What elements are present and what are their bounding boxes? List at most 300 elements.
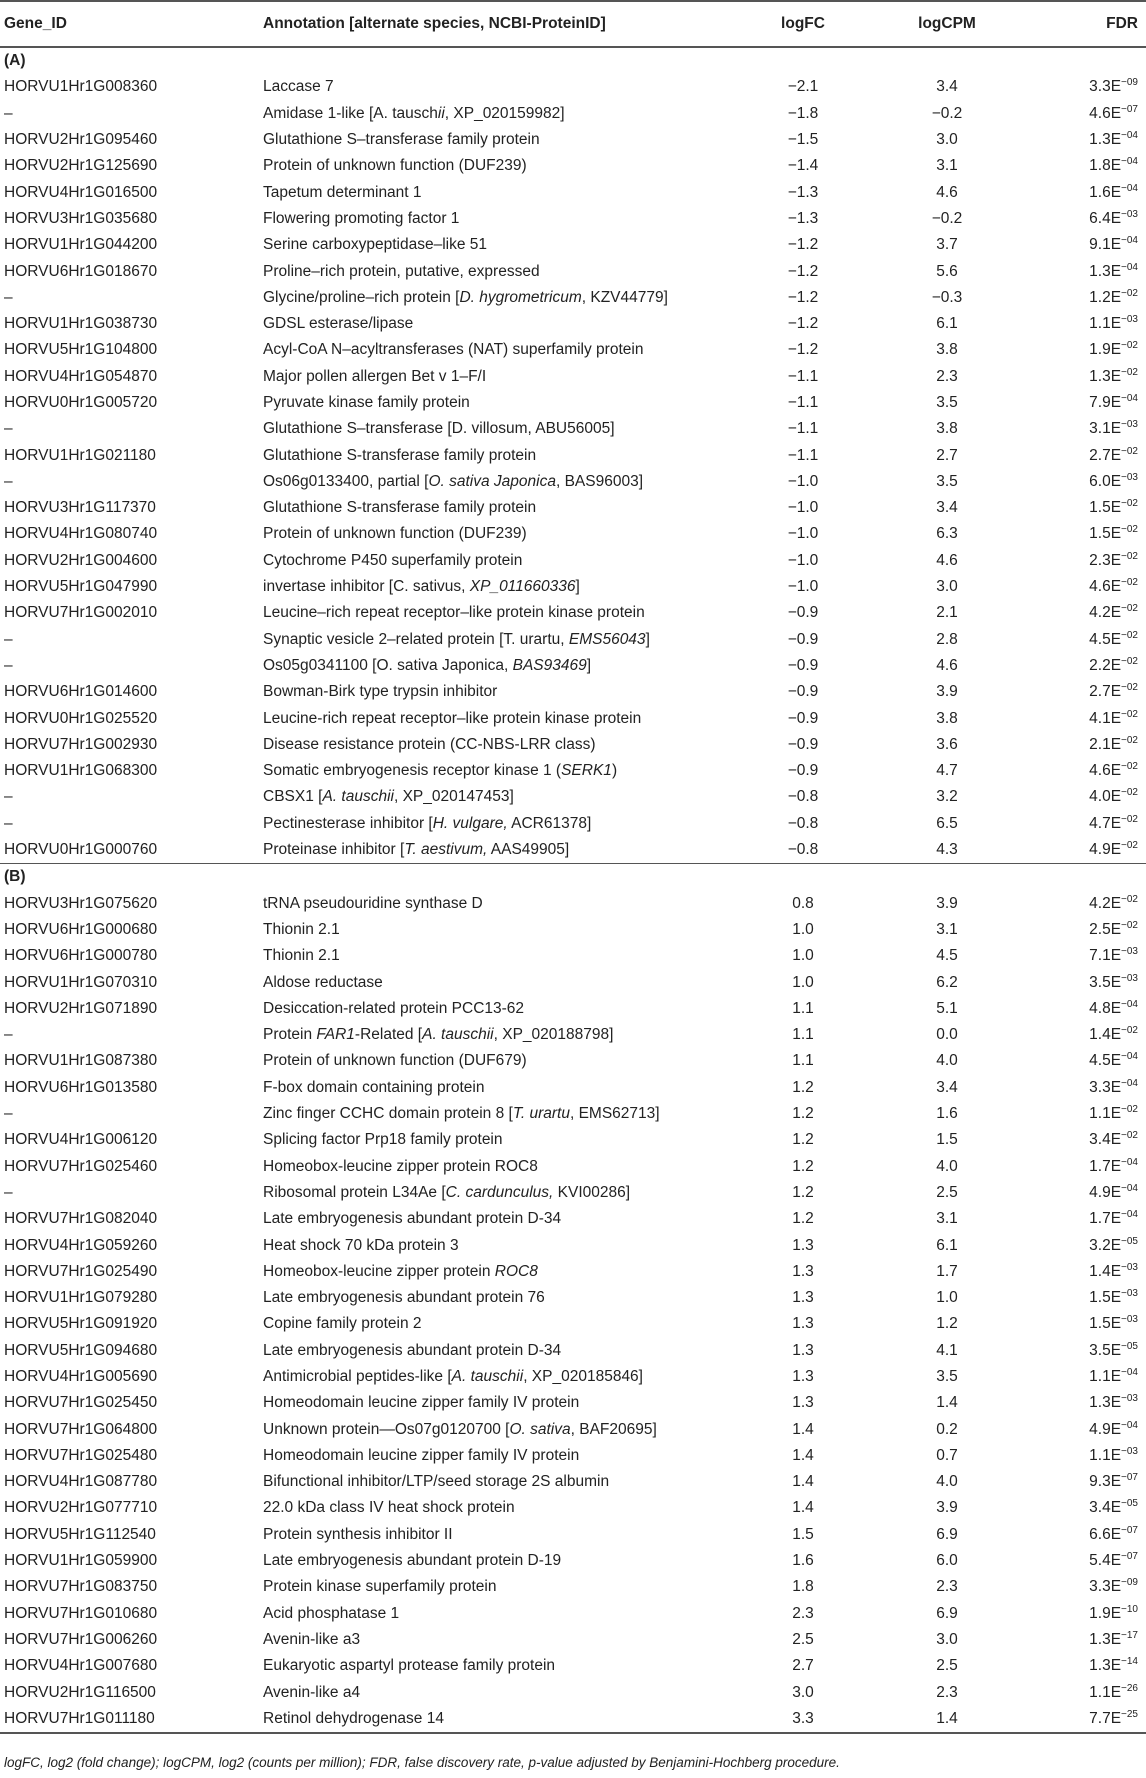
table-row [0,1574,1146,1600]
annotation-cell [263,1048,733,1074]
fdr-mantissa: 3.4E [1089,1499,1122,1517]
annotation-cell [263,285,733,311]
fdr-exponent: −07 [1121,1472,1138,1484]
logcpm-cell: 4.5 [936,947,958,965]
table-row [0,1153,1146,1179]
fdr-exponent: −04 [1121,1209,1138,1221]
annotation-cell [263,548,733,574]
fdr-cell [1021,1153,1146,1179]
logfc-cell: 1.3 [792,1394,814,1412]
fdr-cell [1021,179,1146,205]
logfc-cell: −1.3 [787,209,819,227]
logfc-cell: 1.2 [792,1078,814,1096]
fdr-cell [1021,442,1146,468]
annotation-italic-part: ii [437,104,445,122]
table-row [0,1338,1146,1364]
logfc-cell: −0.9 [787,735,819,753]
fdr-cell [1021,1522,1146,1548]
annotation-cell [263,1706,733,1733]
fdr-mantissa: 1.1E [1089,1105,1122,1123]
logcpm-cell: 3.8 [936,420,958,438]
logfc-cell: −1.2 [787,262,819,280]
logfc-cell: −1.0 [787,578,819,596]
table-row [0,337,1146,363]
annotation-part: Ribosomal protein L34Ae [ [263,1183,446,1201]
logfc-cell: −1.4 [787,157,819,175]
annotation-part: KVI00286] [553,1183,631,1201]
table-row [0,548,1146,574]
fdr-mantissa: 2.7E [1089,683,1122,701]
annotation-part: Glutathione S-transferase family protein [263,499,537,517]
fdr-mantissa: 7.1E [1089,947,1122,965]
annotation-part: Proteinase inhibitor [ [263,841,405,859]
table-row [0,679,1146,705]
annotation-part: Glutathione S–transferase family protein [263,131,540,149]
logfc-cell: −0.9 [787,656,819,674]
table-row [0,1285,1146,1311]
annotation-part: Acyl-CoA N–acyltransferases (NAT) superfamily protein [263,341,644,359]
annotation-part: Synaptic vesicle 2–related protein [T. urartu, [263,630,569,648]
logfc-cell: 1.2 [792,1105,814,1123]
fdr-cell [1021,1574,1146,1600]
logfc-cell: −1.0 [787,499,819,517]
table-row [0,495,1146,521]
logcpm-cell: 6.9 [936,1604,958,1622]
fdr-mantissa: 3.3E [1089,1578,1122,1596]
logfc-cell: 1.3 [792,1367,814,1385]
annotation-part: Avenin-like a3 [263,1630,361,1648]
logfc-cell: −1.1 [787,367,819,385]
logcpm-cell: 3.0 [936,578,958,596]
fdr-mantissa: 2.3E [1089,551,1122,569]
annotation-cell [263,1153,733,1179]
fdr-mantissa: 2.2E [1089,656,1122,674]
fdr-cell [1021,153,1146,179]
table-row [0,1364,1146,1390]
fdr-cell [1021,1206,1146,1232]
fdr-mantissa: 1.5E [1089,1289,1122,1307]
fdr-mantissa: 1.3E [1089,1657,1122,1675]
logfc-cell: −1.2 [787,288,819,306]
fdr-exponent: −03 [1121,208,1138,220]
gene-id-cell: HORVU7Hr1G011180 [0,1706,263,1733]
fdr-mantissa: 1.9E [1089,1604,1122,1622]
logfc-cell: 1.0 [792,973,814,991]
fdr-cell [1021,1627,1146,1653]
fdr-mantissa: 1.3E [1089,1394,1122,1412]
gene-id-cell: HORVU3Hr1G075620 [4,894,158,912]
logfc-cell: −0.8 [787,814,819,832]
fdr-cell [1021,679,1146,705]
annotation-part: Late embryogenesis abundant protein 76 [263,1289,545,1307]
annotation-cell [263,127,733,153]
fdr-exponent: −04 [1121,1182,1138,1194]
fdr-exponent: −04 [1121,1077,1138,1089]
annotation-cell [263,1127,733,1153]
fdr-cell [1021,917,1146,943]
fdr-exponent: −02 [1121,655,1138,667]
logcpm-cell: 3.6 [936,735,958,753]
fdr-exponent: −04 [1121,1419,1138,1431]
logcpm-cell: 3.8 [936,709,958,727]
logcpm-cell: 2.1 [936,604,958,622]
logcpm-cell: 4.0 [936,1473,958,1491]
annotation-cell [263,943,733,969]
annotation-cell [263,206,733,232]
fdr-cell [1021,1548,1146,1574]
fdr-cell [1021,574,1146,600]
logfc-cell: 1.8 [792,1578,814,1596]
annotation-cell [263,1259,733,1285]
fdr-mantissa: 2.5E [1089,920,1122,938]
table-row [0,1127,1146,1153]
annotation-part: Major pollen allergen Bet v 1–F/I [263,367,487,385]
annotation-part: ] [586,656,592,674]
fdr-cell [1021,390,1146,416]
annotation-part: Proline–rich protein, putative, expressed [263,262,540,280]
gene-id-cell: HORVU1Hr1G079280 [4,1289,158,1307]
fdr-exponent: −09 [1121,1577,1138,1589]
gene-id-cell: HORVU1Hr1G038730 [4,315,158,333]
fdr-exponent: −09 [1121,77,1138,89]
table-row [0,811,1146,837]
logcpm-cell: 3.7 [936,236,958,254]
table-row [0,600,1146,626]
logcpm-cell: 3.4 [936,499,958,517]
fdr-cell [1021,495,1146,521]
fdr-exponent: −02 [1121,682,1138,694]
logfc-cell: 1.3 [792,1289,814,1307]
logcpm-cell: 5.6 [936,262,958,280]
fdr-exponent: −04 [1121,1366,1138,1378]
header-row [0,1,1146,47]
fdr-mantissa: 2.7E [1089,446,1122,464]
fdr-cell [1021,1311,1146,1337]
annotation-part: Leucine-rich repeat receptor–like protein kinase protein [263,709,642,727]
table-body [0,47,1146,1733]
annotation-cell [263,574,733,600]
annotation-italic-part: T. aestivum, [404,841,488,859]
fdr-mantissa: 1.5E [1089,499,1122,517]
annotation-part: ACR61378] [507,814,592,832]
annotation-part: Tapetum determinant 1 [263,183,422,201]
fdr-cell [1021,1469,1146,1495]
fdr-mantissa: 1.9E [1089,341,1122,359]
table-row [0,390,1146,416]
annotation-cell [263,1548,733,1574]
annotation-part: Protein [263,1026,317,1044]
gene-id-cell: HORVU5Hr1G091920 [4,1315,158,1333]
annotation-part: Copine family protein 2 [263,1315,422,1333]
gene-id-cell: HORVU5Hr1G104800 [4,341,158,359]
annotation-cell [263,1522,733,1548]
annotation-cell [263,758,733,784]
annotation-part: Protein of unknown function (DUF679) [263,1052,527,1070]
logfc-cell: 3.0 [792,1683,814,1701]
logcpm-cell: 1.6 [936,1105,958,1123]
annotation-part: Avenin-like a4 [263,1683,361,1701]
fdr-mantissa: 9.3E [1089,1473,1122,1491]
logcpm-cell: 6.0 [936,1552,958,1570]
annotation-cell [263,337,733,363]
gene-id-cell: HORVU7Hr1G083750 [4,1578,158,1596]
fdr-exponent: −14 [1121,1656,1138,1668]
logcpm-cell: 2.3 [936,367,958,385]
table-row [0,784,1146,810]
annotation-italic-part: O. sativa Japonica [428,472,556,490]
annotation-part: , XP_020188798] [493,1026,614,1044]
fdr-cell [1021,1601,1146,1627]
fdr-exponent: −03 [1121,419,1138,431]
gene-id-cell: HORVU6Hr1G018670 [4,262,158,280]
logfc-cell: 1.6 [792,1552,814,1570]
logcpm-cell: 3.0 [936,131,958,149]
header-gene-id: Gene_ID [0,1,263,47]
table-row [0,1443,1146,1469]
fdr-mantissa: 4.7E [1089,814,1122,832]
annotation-cell [263,74,733,100]
annotation-part: invertase inhibitor [C. sativus, [263,578,470,596]
annotation-part: Late embryogenesis abundant protein D-34 [263,1210,562,1228]
fdr-cell [1021,1259,1146,1285]
annotation-part: , XP_020185846] [523,1367,643,1385]
logfc-cell: 2.5 [792,1630,814,1648]
annotation-italic-part: T. urartu [512,1105,570,1123]
fdr-cell [1021,600,1146,626]
logcpm-cell: −0.3 [931,288,963,306]
fdr-cell [1021,1180,1146,1206]
gene-id-cell: HORVU0Hr1G025520 [4,709,158,727]
annotation-cell [263,996,733,1022]
logfc-cell: 2.7 [792,1657,814,1675]
gene-id-cell: – [4,656,13,674]
logcpm-cell: 4.1 [936,1341,958,1359]
logfc-cell: 1.2 [792,1183,814,1201]
logfc-cell: 1.2 [792,1210,814,1228]
annotation-cell [263,258,733,284]
annotation-italic-part: ROC8 [494,1262,538,1280]
logcpm-cell: 2.7 [936,446,958,464]
table-row [0,1311,1146,1337]
gene-id-cell: HORVU1Hr1G068300 [4,762,158,780]
fdr-exponent: −02 [1121,919,1138,931]
annotation-part: Homeobox-leucine zipper protein ROC8 [263,1157,538,1175]
fdr-exponent: −02 [1121,550,1138,562]
table-row [0,996,1146,1022]
gene-id-cell: HORVU4Hr1G005690 [4,1367,158,1385]
fdr-exponent: −04 [1121,1051,1138,1063]
table-row [0,1469,1146,1495]
annotation-cell [263,1679,733,1705]
gene-id-cell: HORVU4Hr1G087780 [4,1473,158,1491]
fdr-cell [1021,285,1146,311]
annotation-part: AAS49905] [487,841,570,859]
fdr-mantissa: 4.6E [1089,762,1122,780]
annotation-italic-part: XP_011660336 [469,578,576,596]
annotation-cell [263,1364,733,1390]
annotation-part: Bifunctional inhibitor/LTP/seed storage 2S albumin [263,1473,610,1491]
gene-id-cell: HORVU4Hr1G054870 [4,367,158,385]
logcpm-cell: 3.5 [936,1367,958,1385]
table-row [0,758,1146,784]
table-row [0,574,1146,600]
annotation-part: Laccase 7 [263,78,334,96]
annotation-part: F-box domain containing protein [263,1078,485,1096]
annotation-italic-part: C. cardunculus, [445,1183,554,1201]
fdr-exponent: −02 [1121,340,1138,352]
annotation-part: Late embryogenesis abundant protein D-19 [263,1552,562,1570]
fdr-mantissa: 3.2E [1089,1236,1122,1254]
fdr-cell [1021,1706,1146,1733]
table-row [0,127,1146,153]
annotation-cell [263,1022,733,1048]
table-row [0,1022,1146,1048]
table-row [0,442,1146,468]
fdr-cell [1021,206,1146,232]
logfc-cell: 1.4 [792,1446,814,1464]
annotation-part: , XP_020159982] [444,104,565,122]
gene-id-cell: HORVU4Hr1G007680 [4,1657,158,1675]
fdr-exponent: −07 [1121,1524,1138,1536]
table-row [0,1522,1146,1548]
logfc-cell: −0.9 [787,762,819,780]
logfc-cell: −1.3 [787,183,819,201]
logcpm-cell: −0.2 [931,209,963,227]
logfc-cell: 3.3 [733,1706,873,1733]
fdr-exponent: −02 [1121,893,1138,905]
annotation-part: Heat shock 70 kDa protein 3 [263,1236,459,1254]
gene-id-cell: HORVU7Hr1G025490 [4,1262,158,1280]
fdr-exponent: −02 [1121,787,1138,799]
table-row [0,416,1146,442]
annotation-cell [263,390,733,416]
annotation-cell [263,153,733,179]
table-row [0,1627,1146,1653]
fdr-mantissa: 1.3E [1089,131,1122,149]
fdr-cell [1021,1232,1146,1258]
fdr-mantissa: 1.7E [1089,1157,1122,1175]
annotation-cell [263,653,733,679]
fdr-mantissa: 1.7E [1089,1210,1122,1228]
fdr-exponent: −04 [1121,182,1138,194]
gene-id-cell: HORVU0Hr1G005720 [4,394,158,411]
fdr-cell [1021,311,1146,337]
logfc-cell: 1.0 [792,947,814,965]
fdr-exponent: −03 [1121,1314,1138,1326]
annotation-part: Homeodomain leucine zipper family IV protein [263,1446,580,1464]
header-annotation: Annotation [alternate species, NCBI-ProteinID] [263,1,733,47]
fdr-cell [1021,732,1146,758]
logcpm-cell: 3.5 [936,472,958,490]
annotation-italic-part: FAR1 [316,1026,355,1044]
annotation-cell [263,969,733,995]
annotation-part: Protein of unknown function (DUF239) [263,157,527,175]
annotation-cell [263,311,733,337]
gene-id-cell: HORVU6Hr1G014600 [4,683,158,701]
table-row [0,1653,1146,1679]
fdr-exponent: −04 [1121,235,1138,247]
annotation-part: , EMS62713] [569,1105,660,1123]
table-row [0,943,1146,969]
fdr-exponent: −02 [1121,840,1138,852]
annotation-cell [263,732,733,758]
logfc-cell: 1.2 [792,1131,814,1149]
annotation-cell [263,416,733,442]
fdr-cell [1021,891,1146,917]
gene-id-cell: HORVU4Hr1G016500 [4,183,158,201]
fdr-mantissa: 4.9E [1089,1420,1122,1438]
fdr-cell [1021,943,1146,969]
fdr-cell [1021,1495,1146,1521]
fdr-mantissa: 3.1E [1089,420,1122,438]
logfc-cell: 2.3 [792,1604,814,1622]
logfc-cell: 1.1 [792,999,814,1017]
fdr-mantissa: 4.9E [1089,841,1122,859]
table-row [0,1390,1146,1416]
fdr-mantissa: 6.6E [1089,1525,1122,1543]
annotation-cell [263,1285,733,1311]
gene-id-cell: – [4,104,13,122]
fdr-cell [1021,1101,1146,1127]
fdr-mantissa: 5.4E [1089,1552,1122,1570]
gene-id-cell: HORVU5Hr1G112540 [4,1525,156,1543]
logcpm-cell: 1.0 [936,1289,958,1307]
annotation-cell [263,1601,733,1627]
annotation-italic-part: A. tauschii [322,788,394,806]
annotation-part: Pectinesterase inhibitor [ [263,814,433,832]
fdr-cell [1021,758,1146,784]
annotation-part: Protein of unknown function (DUF239) [263,525,527,543]
fdr-exponent: −04 [1121,261,1138,273]
gene-id-cell: – [4,288,13,306]
logcpm-cell: 3.1 [936,157,958,175]
logcpm-cell: 3.1 [936,920,958,938]
table-row [0,206,1146,232]
fdr-mantissa: 1.4E [1089,1262,1122,1280]
fdr-exponent: −07 [1121,1551,1138,1563]
annotation-cell [263,1416,733,1442]
annotation-part: Amidase 1-like [A. tausch [263,104,438,122]
gene-id-cell: HORVU7Hr1G082040 [4,1210,158,1228]
fdr-mantissa: 4.5E [1089,630,1122,648]
fdr-exponent: −02 [1121,287,1138,299]
fdr-mantissa: 1.1E [1089,1446,1122,1464]
annotation-part: Late embryogenesis abundant protein D-34 [263,1341,562,1359]
annotation-italic-part: EMS56043 [568,630,646,648]
logfc-cell: 1.1 [792,1026,814,1044]
annotation-part: Aldose reductase [263,973,383,991]
annotation-part: Antimicrobial peptides-like [ [263,1367,452,1385]
table-row [0,732,1146,758]
logfc-cell: −1.0 [787,525,819,543]
annotation-italic-part: A. tauschii [451,1367,524,1385]
section-label: (A) [0,47,1146,74]
annotation-part: Glutathione S-transferase family protein [263,446,537,464]
fdr-mantissa: 6.4E [1089,209,1122,227]
annotation-cell [263,442,733,468]
table-row [0,1601,1146,1627]
table-row [0,1048,1146,1074]
gene-id-cell: – [4,788,13,806]
fdr-exponent: −03 [1121,1288,1138,1300]
fdr-mantissa: 4.9E [1089,1183,1122,1201]
annotation-italic-part: A. tauschii [422,1026,494,1044]
annotation-part: Pyruvate kinase family protein [263,394,470,411]
annotation-cell [263,1101,733,1127]
logcpm-cell: 2.8 [936,630,958,648]
fdr-cell [1021,337,1146,363]
logfc-cell: −1.2 [787,236,819,254]
